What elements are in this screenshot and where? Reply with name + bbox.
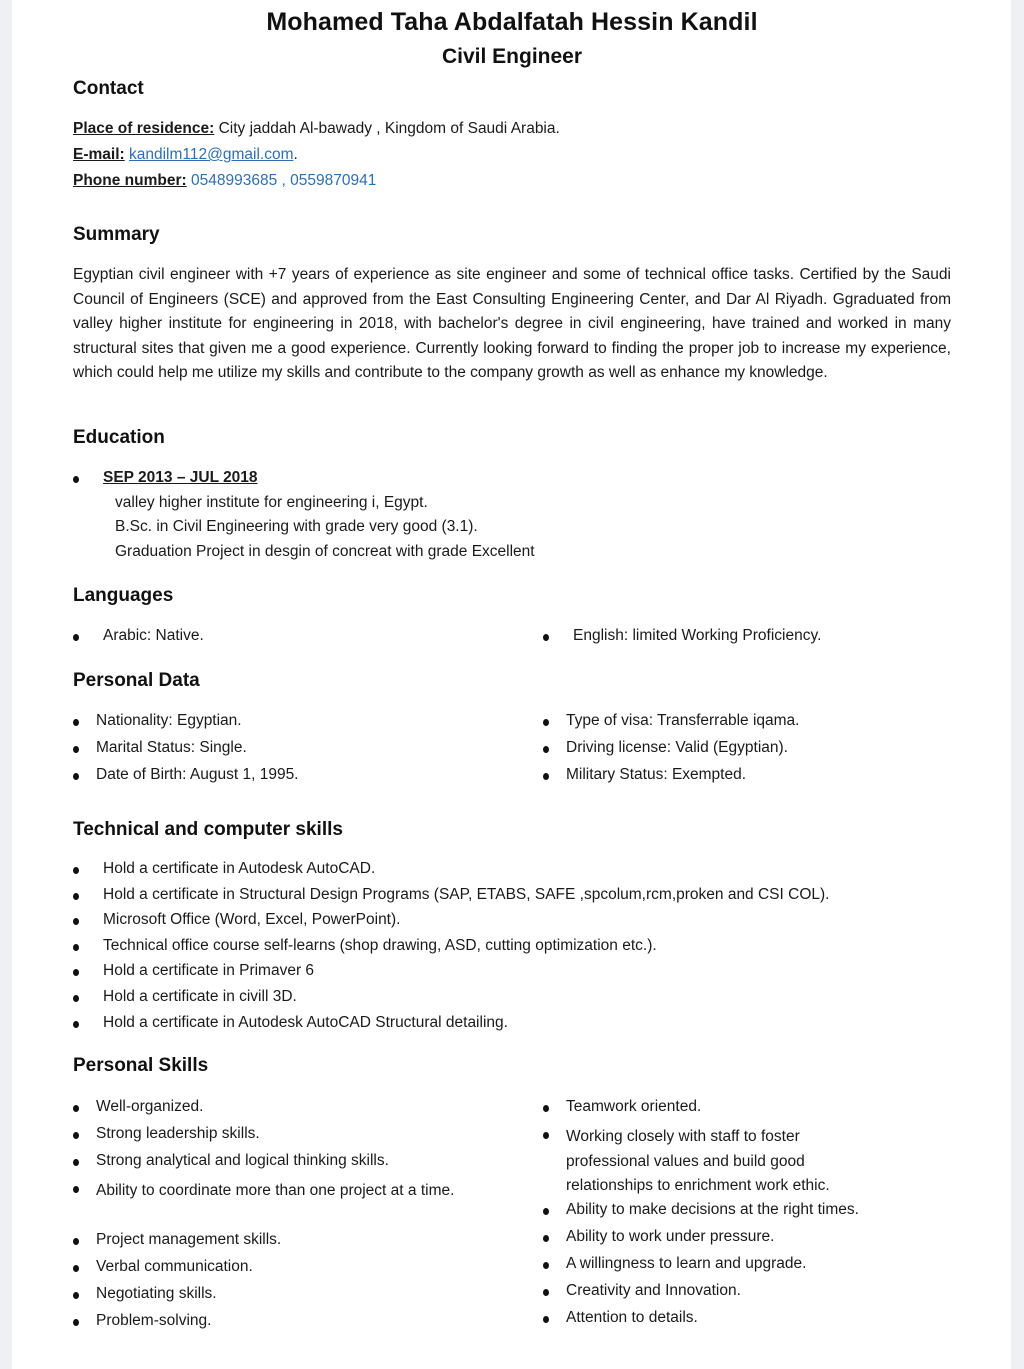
email-suffix: . xyxy=(293,146,298,163)
bullet-icon xyxy=(543,634,549,641)
language-item: English: limited Working Proficiency. xyxy=(573,627,822,644)
bullet-icon xyxy=(543,719,549,726)
bullet-icon xyxy=(73,1319,79,1326)
list-item: Teamwork oriented. xyxy=(566,1098,702,1115)
section-title-technical-skills: Technical and computer skills xyxy=(73,819,343,840)
bullet-icon xyxy=(73,746,79,753)
list-item: Nationality: Egyptian. xyxy=(96,712,242,729)
section-title-personal-data: Personal Data xyxy=(73,670,200,691)
list-item: Hold a certificate in Primaver 6 xyxy=(103,962,315,980)
bullet-icon xyxy=(73,1159,79,1166)
candidate-name: Mohamed Taha Abdalfatah Hessin Kandil xyxy=(266,8,758,36)
residence-value: City jaddah Al-bawady , Kingdom of Saudi Arabia. xyxy=(214,120,560,137)
summary-text: Egyptian civil engineer with +7 years of experience as site engineer and some of technical office tasks. Certified by the Saudi Council of Engineers (SCE) and approved from the East Consulting Engineering Center, and Dar Al Riyadh. Ggraduated from valley higher institute for engineering in 2018, with bachelor's degree in civil engineering, have trained and worked in many structural sites that given me a good experience. Currently looking forward to finding the proper job to increase my experience, which could help me utilize my skills and contribute to the company growth as well as enhance my knowledge. xyxy=(73,266,951,382)
bullet-icon xyxy=(73,1238,79,1245)
bullet-icon xyxy=(543,1208,549,1215)
bullet-icon xyxy=(73,1105,79,1112)
bullet-icon xyxy=(73,1265,79,1272)
bullet-icon xyxy=(73,1186,79,1193)
list-item: A willingness to learn and upgrade. xyxy=(566,1255,807,1272)
bullet-icon xyxy=(543,773,549,780)
list-item: Hold a certificate in Autodesk AutoCAD Structural detailing. xyxy=(103,1013,508,1031)
section-title-personal-skills: Personal Skills xyxy=(73,1055,209,1076)
bullet-icon xyxy=(73,995,79,1002)
list-item: Military Status: Exempted. xyxy=(566,766,747,783)
bullet-icon xyxy=(73,1021,79,1028)
bullet-icon xyxy=(73,867,79,874)
bullet-icon xyxy=(543,1105,549,1112)
list-item: Date of Birth: August 1, 1995. xyxy=(96,766,299,783)
contact-phone xyxy=(73,172,376,190)
education-date-text: SEP 2013 – JUL 2018 xyxy=(103,469,258,486)
list-item: Driving license: Valid (Egyptian). xyxy=(566,739,788,756)
list-item: Verbal communication. xyxy=(96,1257,253,1275)
list-item: Ability to coordinate more than one project at a time. xyxy=(96,1182,455,1199)
bullet-icon xyxy=(543,746,549,753)
section-title-education: Education xyxy=(73,427,165,448)
list-item: Ability to work under pressure. xyxy=(566,1228,775,1245)
bullet-icon xyxy=(73,944,79,951)
list-item: Attention to details. xyxy=(566,1309,698,1326)
contact-residence xyxy=(73,120,560,138)
list-item: Hold a certificate in Structural Design Programs (SAP, ETABS, SAFE ,spcolum,rcm,proken and CSI COL). xyxy=(103,885,830,903)
list-item: Creativity and Innovation. xyxy=(566,1282,741,1299)
bullet-icon xyxy=(543,1235,549,1242)
education-line: valley higher institute for engineering i, Egypt. xyxy=(115,494,428,511)
bullet-icon xyxy=(543,1262,549,1269)
bullet-icon xyxy=(543,1316,549,1323)
section-title-contact: Contact xyxy=(73,78,144,99)
list-item: Ability to make decisions at the right times. xyxy=(566,1201,859,1218)
phone-label: Phone number: xyxy=(73,172,187,189)
list-item: Technical office course self-learns (shop drawing, ASD, cutting optimization etc.). xyxy=(103,936,657,954)
bullet-icon xyxy=(73,634,79,641)
list-item: Working closely with staff to foster professional values and build good relationships to enrichment work ethic. xyxy=(566,1128,830,1194)
bullet-icon xyxy=(73,893,79,900)
list-item: Hold a certificate in civill 3D. xyxy=(103,988,297,1005)
bullet-icon xyxy=(73,476,79,483)
list-item: Problem-solving. xyxy=(96,1311,212,1329)
bullet-icon xyxy=(73,719,79,726)
list-item: Hold a certificate in Autodesk AutoCAD. xyxy=(103,860,376,877)
bullet-icon xyxy=(543,1132,549,1139)
education-date xyxy=(103,469,258,487)
email-label: E-mail: xyxy=(73,146,125,163)
list-item: Microsoft Office (Word, Excel, PowerPoint). xyxy=(103,911,401,929)
section-title-languages: Languages xyxy=(73,585,174,606)
email-link[interactable]: kandilm112@gmail.com xyxy=(129,146,294,163)
list-item: Strong analytical and logical thinking skills. xyxy=(96,1152,389,1169)
bullet-icon xyxy=(73,773,79,780)
list-item: Type of visa: Transferrable iqama. xyxy=(566,712,800,729)
list-item: Strong leadership skills. xyxy=(96,1125,260,1142)
section-title-summary: Summary xyxy=(73,224,160,245)
education-line: Graduation Project in desgin of concreat with grade Excellent xyxy=(115,543,535,560)
list-item: Well-organized. xyxy=(96,1098,204,1115)
education-line: B.Sc. in Civil Engineering with grade very good (3.1). xyxy=(115,518,478,535)
residence-label: Place of residence: xyxy=(73,120,215,137)
contact-email xyxy=(73,146,298,164)
list-item: Marital Status: Single. xyxy=(96,739,247,756)
list-item: Project management skills. xyxy=(96,1230,282,1248)
bullet-icon xyxy=(73,1132,79,1139)
bullet-icon xyxy=(73,1292,79,1299)
language-item: Arabic: Native. xyxy=(103,627,204,644)
phone-value[interactable]: 0548993685 , 0559870941 xyxy=(190,172,377,189)
list-item: Negotiating skills. xyxy=(96,1284,217,1302)
candidate-role: Civil Engineer xyxy=(441,45,583,68)
bullet-icon xyxy=(543,1289,549,1296)
